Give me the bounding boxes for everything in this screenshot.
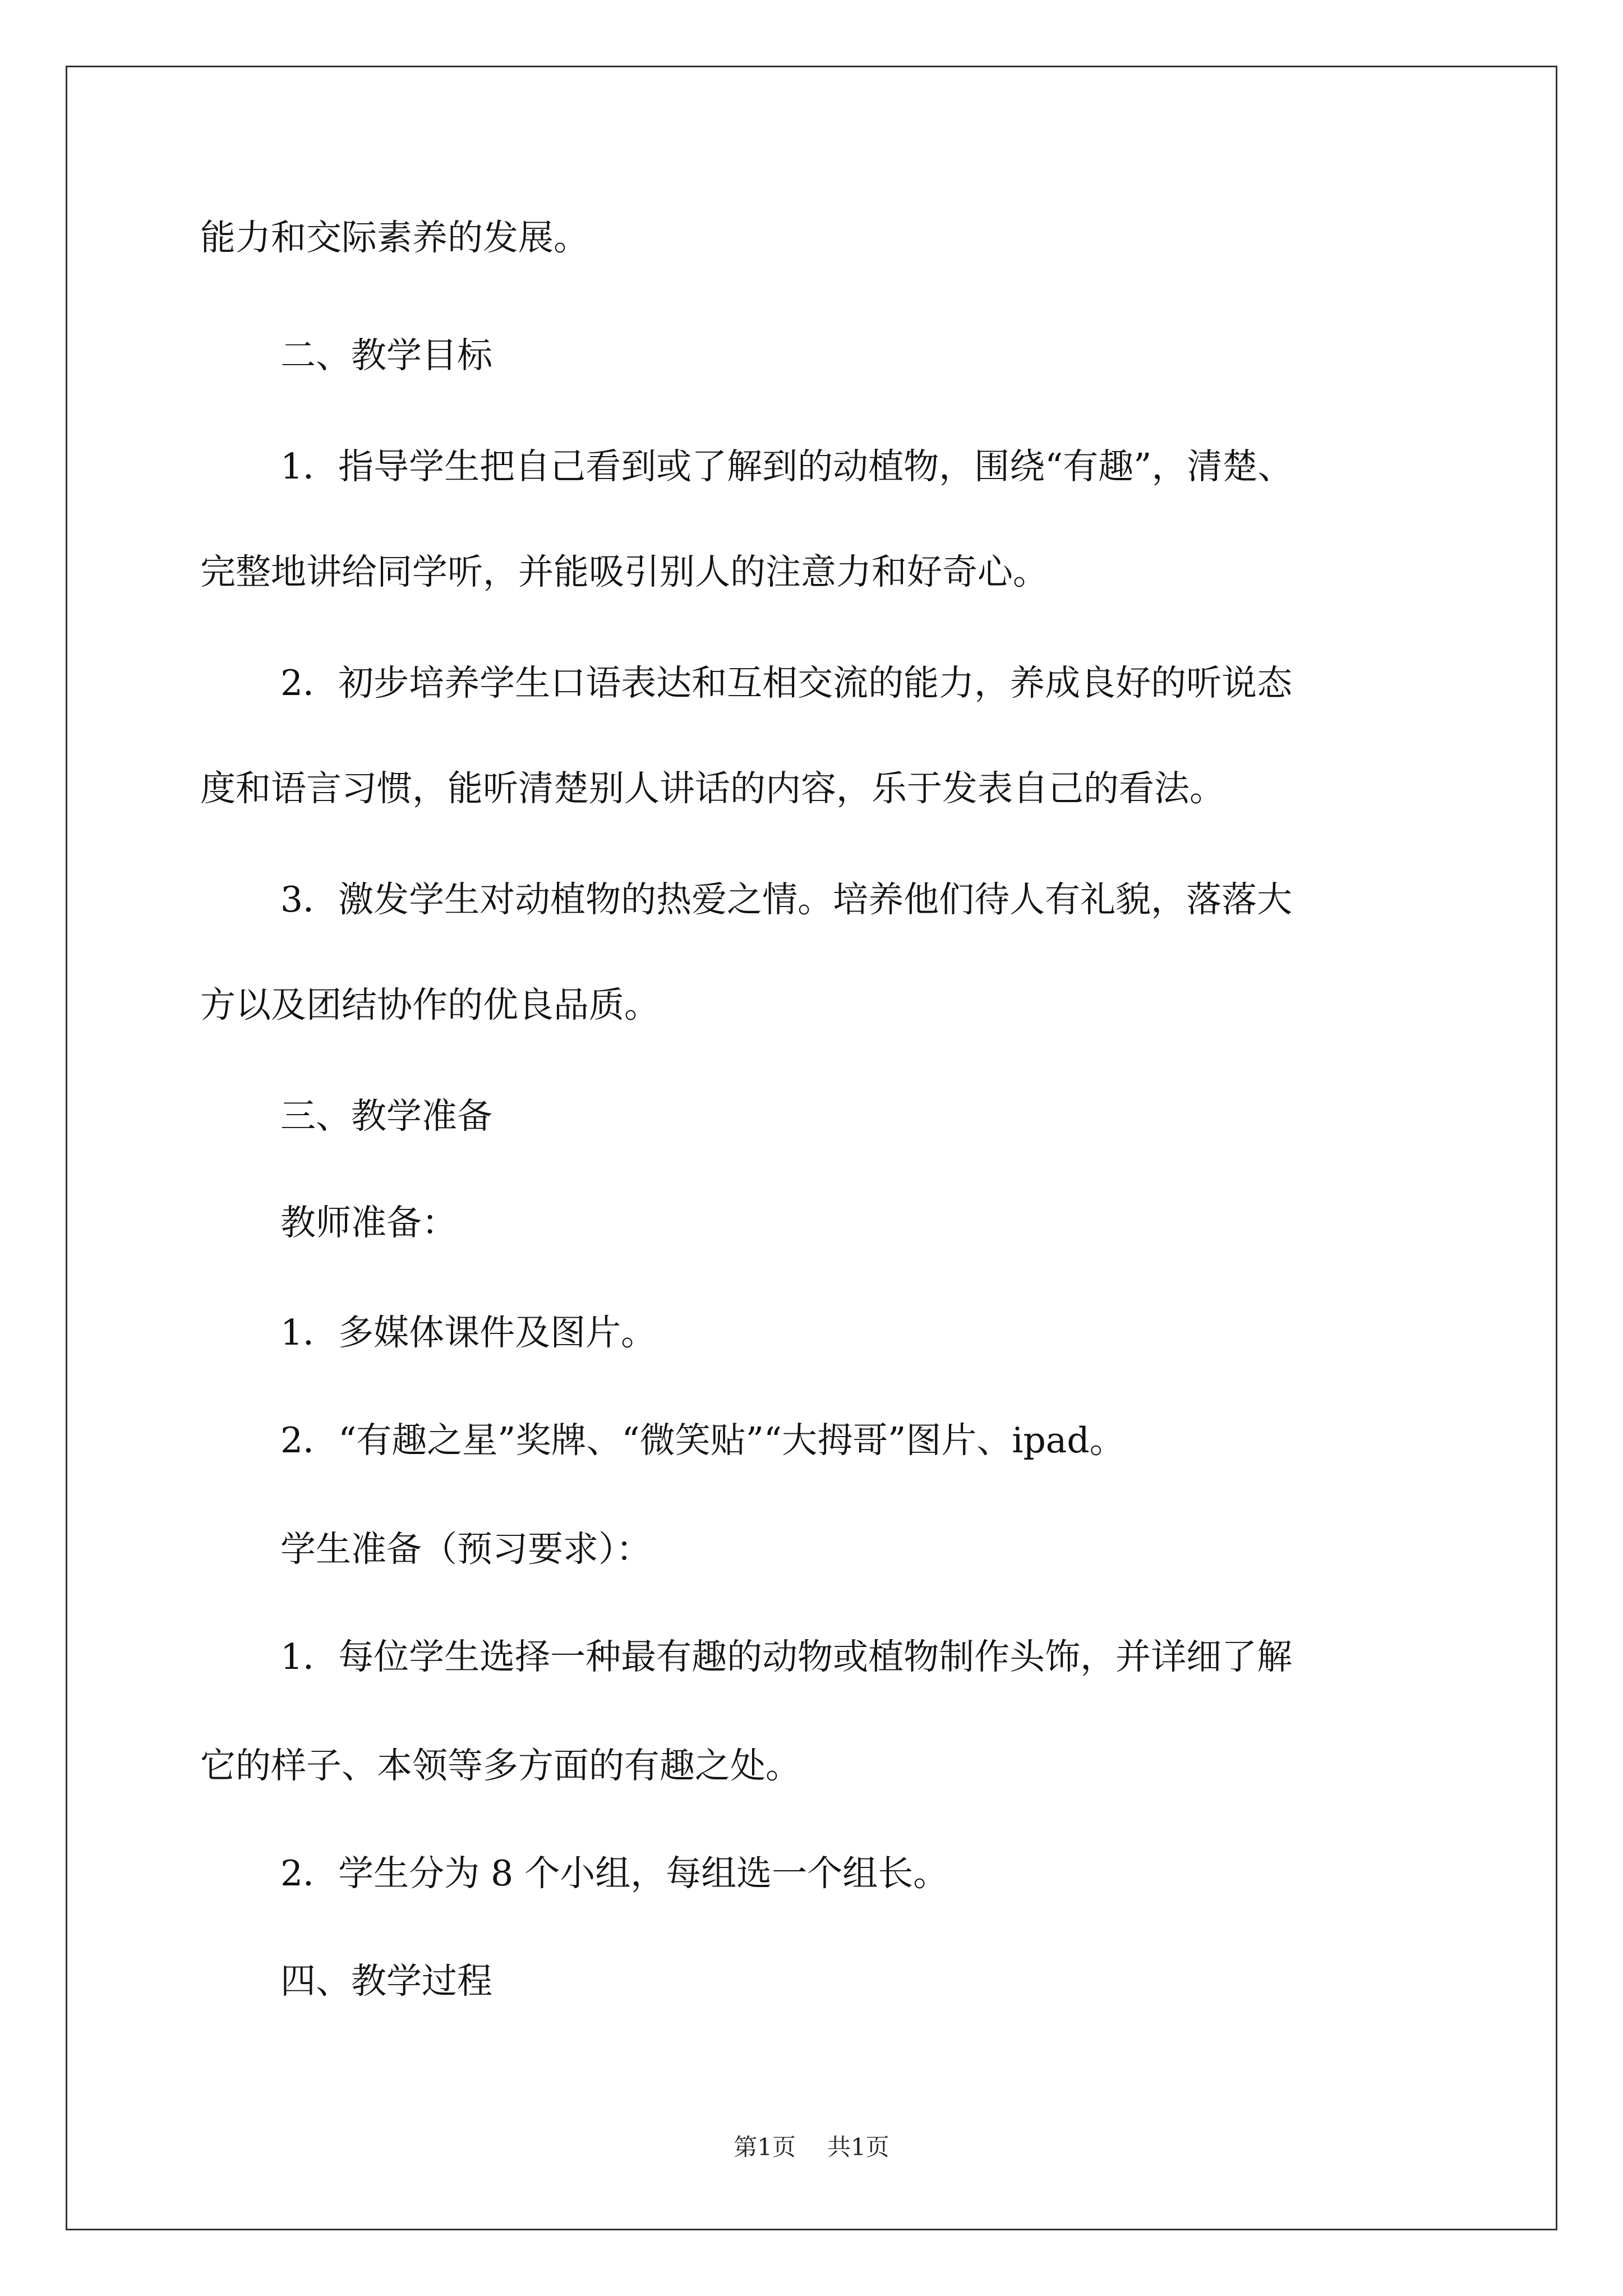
text-line-11: 1．多媒体课件及图片。 [280,1312,657,1353]
section-heading-objectives: 二、教学目标 [280,335,492,376]
text-line-1: 能力和交际素养的发展。 [200,217,589,258]
text-line-14: 1．每位学生选择一种最有趣的动物或植物制作头饰，并详细了解 [280,1636,1293,1677]
section-heading-preparation: 三、教学准备 [280,1096,492,1137]
text-line-8: 方以及团结协作的优良品质。 [200,984,660,1025]
page-number-current: 第1页 [734,2133,796,2161]
text-line-12: 2．“有趣之星”奖牌、“微笑贴”“大拇哥”图片、ipad。 [280,1420,1125,1461]
text-line-15: 它的样子、本领等多方面的有趣之处。 [200,1745,801,1786]
text-line-4: 完整地讲给同学听，并能吸引别人的注意力和好奇心。 [200,551,1048,592]
section-heading-process: 四、教学过程 [280,1961,492,2001]
text-line-13: 学生准备（预习要求）： [280,1529,652,1570]
text-line-10: 教师准备： [280,1202,457,1243]
page-frame [66,66,1557,2230]
text-line-6: 度和语言习惯，能听清楚别人讲话的内容，乐于发表自己的看法。 [200,768,1225,809]
page-number-total: 共1页 [827,2133,889,2161]
text-line-7: 3．激发学生对动植物的热爱之情。培养他们待人有礼貌，落落大 [280,879,1293,920]
text-line-16: 2．学生分为 8 个小组，每组选一个组长。 [280,1853,949,1894]
page-footer [0,2129,1623,2162]
text-line-5: 2．初步培养学生口语表达和互相交流的能力，养成良好的听说态 [280,662,1293,703]
text-line-3: 1．指导学生把自己看到或了解到的动植物，围绕“有趣”，清楚、 [280,446,1293,487]
